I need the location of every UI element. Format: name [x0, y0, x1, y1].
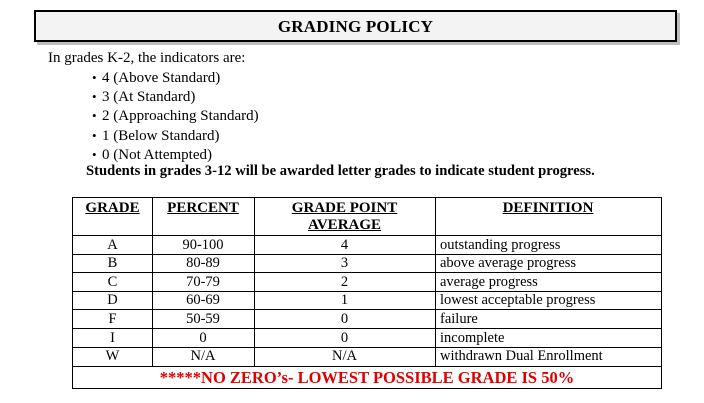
- cell-grade: F: [108, 310, 117, 327]
- list-item: • 2 (Approaching Standard): [92, 108, 259, 125]
- cell-gpa: 4: [340, 236, 349, 253]
- cell-grade: I: [110, 329, 115, 346]
- indicator-list: [92, 68, 259, 164]
- letter-grade-notice: Students in grades 3-12 will be awarded letter grades to indicate student progress.: [86, 163, 595, 179]
- header-definition: DEFINITION: [502, 200, 594, 216]
- bullet-icon: •: [92, 70, 97, 85]
- cell-gpa: 1: [340, 292, 349, 309]
- footer-divider: [73, 366, 661, 367]
- cell-gpa: 0: [340, 310, 349, 327]
- list-item: • 1 (Below Standard): [92, 127, 220, 144]
- cell-gpa: 3: [340, 255, 349, 272]
- bullet-icon: •: [92, 89, 97, 105]
- cell-definition: incomplete: [440, 329, 505, 346]
- cell-percent: 90-100: [182, 236, 224, 253]
- cell-grade: A: [107, 236, 118, 253]
- cell-percent: 80-89: [186, 255, 220, 272]
- cell-gpa: 2: [340, 273, 349, 290]
- cell-grade: B: [107, 255, 118, 272]
- column-divider: [435, 198, 436, 366]
- bullet-icon: •: [92, 108, 97, 124]
- cell-percent: 60-69: [186, 292, 220, 309]
- bullet-icon: •: [92, 146, 97, 162]
- cell-gpa: N/A: [332, 348, 357, 365]
- intro-text: In grades K-2, the indicators are:: [48, 50, 246, 66]
- cell-percent: 70-79: [186, 273, 220, 290]
- cell-percent: 50-59: [186, 310, 220, 327]
- header-grade: GRADE: [85, 200, 140, 216]
- cell-grade: D: [107, 292, 118, 309]
- header-gpa-line1: GRADE POINT: [291, 200, 398, 216]
- bullet-icon: •: [92, 127, 97, 143]
- header-gpa-line2: AVERAGE: [307, 217, 382, 233]
- cell-grade: W: [105, 348, 120, 365]
- grading-table: [72, 197, 662, 389]
- cell-gpa: 0: [340, 329, 349, 346]
- cell-definition: withdrawn Dual Enrollment: [440, 348, 603, 365]
- page-title: GRADING POLICY: [277, 17, 434, 36]
- cell-percent: 0: [199, 329, 207, 346]
- lowest-grade-note: *****NO ZERO’s- LOWEST POSSIBLE GRADE IS 50%: [159, 368, 575, 387]
- title-banner: [34, 10, 677, 42]
- list-item: • 3 (At Standard): [92, 89, 196, 106]
- cell-definition: outstanding progress: [440, 236, 561, 253]
- cell-definition: above average progress: [440, 255, 577, 272]
- list-item: • 4 (Above Standard): [92, 70, 221, 86]
- list-item: • 0 (Not Attempted): [92, 146, 212, 163]
- cell-definition: lowest acceptable progress: [440, 292, 596, 309]
- cell-percent: N/A: [190, 348, 216, 365]
- cell-definition: average progress: [440, 273, 538, 290]
- cell-grade: C: [107, 273, 118, 290]
- cell-definition: failure: [440, 310, 478, 327]
- header-percent: PERCENT: [167, 200, 239, 216]
